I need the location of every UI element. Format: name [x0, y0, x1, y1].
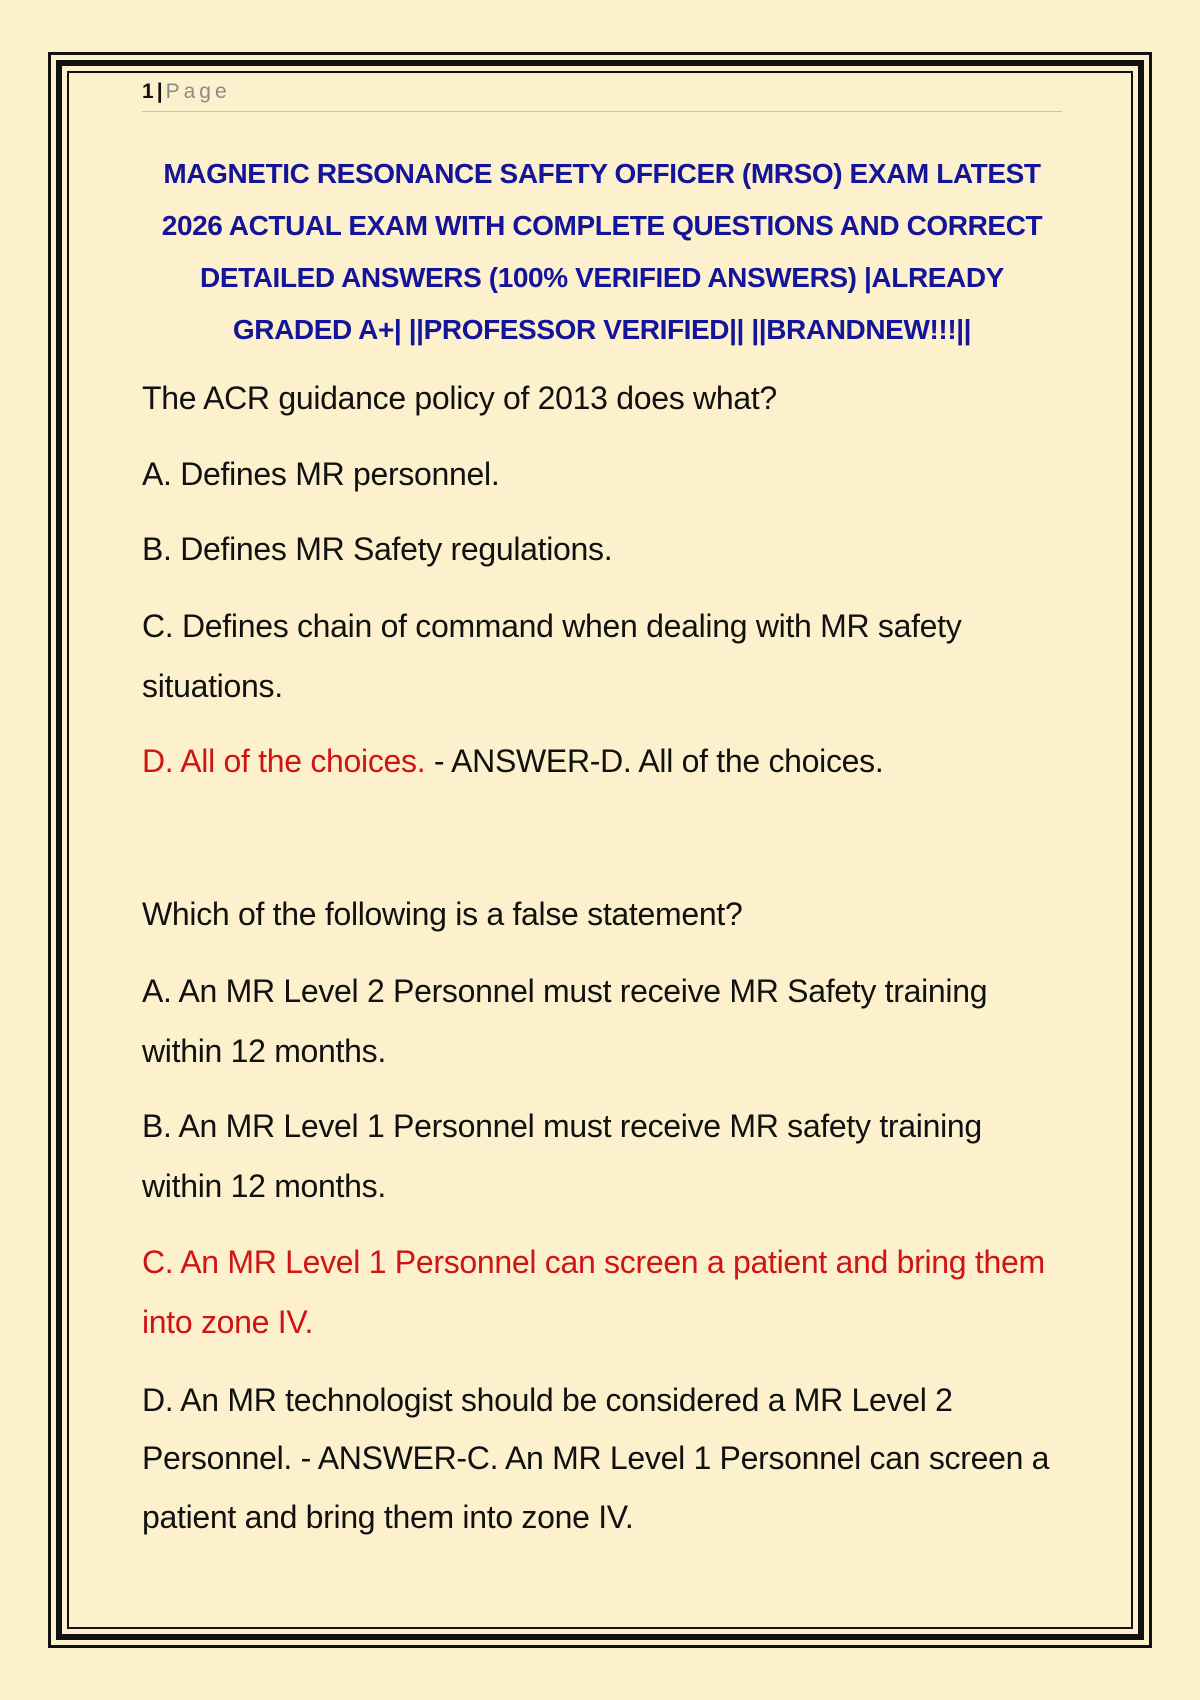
q2-option-b-line2: within 12 months. [142, 1168, 386, 1204]
q1-option-c-line2: situations. [142, 668, 283, 704]
page-number: 1 [142, 80, 154, 103]
q2-option-a-line2: within 12 months. [142, 1033, 386, 1069]
page-separator: | [156, 80, 163, 103]
q1-answer: - ANSWER-D. All of the choices. [425, 743, 884, 779]
q2-option-d-line1: D. An MR technologist should be considered a MR Level 2 [142, 1382, 953, 1418]
q2-option-a-line1: A. An MR Level 2 Personnel must receive MR Safety training [142, 973, 988, 1009]
q2-option-b-line1: B. An MR Level 1 Personnel must receive MR safety training [142, 1108, 982, 1144]
q1-option-c-line1: C. Defines chain of command when dealing with MR safety [142, 608, 962, 644]
title-line: 2026 ACTUAL EXAM WITH COMPLETE QUESTIONS AND CORRECT [161, 210, 1043, 241]
title-line: GRADED A+| ||PROFESSOR VERIFIED|| ||BRANDNEW!!!|| [232, 314, 972, 345]
q2-option-c-line1-correct: C. An MR Level 1 Personnel can screen a patient and bring them [142, 1244, 1045, 1280]
q2-option-d-line3: patient and bring them into zone IV. [142, 1499, 634, 1535]
q1-option-b: B. Defines MR Safety regulations. [142, 531, 613, 567]
q2-option-d-line2: Personnel. - ANSWER-C. An MR Level 1 Personnel can screen a [142, 1440, 1050, 1476]
q1-option-d-answer-line [142, 743, 883, 780]
title-line: MAGNETIC RESONANCE SAFETY OFFICER (MRSO) EXAM LATEST [163, 158, 1041, 189]
page-label: Page [165, 80, 231, 103]
q2-option-c-line2-correct: into zone IV. [142, 1304, 314, 1340]
document-title [142, 148, 1062, 356]
q1-option-d-correct: D. All of the choices. [142, 743, 426, 779]
q1-option-a: A. Defines MR personnel. [142, 456, 500, 492]
page-header [142, 80, 1062, 112]
q2-question: Which of the following is a false statement? [142, 896, 743, 932]
title-line: DETAILED ANSWERS (100% VERIFIED ANSWERS) |ALREADY [200, 262, 1004, 293]
q1-question: The ACR guidance policy of 2013 does what? [142, 380, 777, 416]
